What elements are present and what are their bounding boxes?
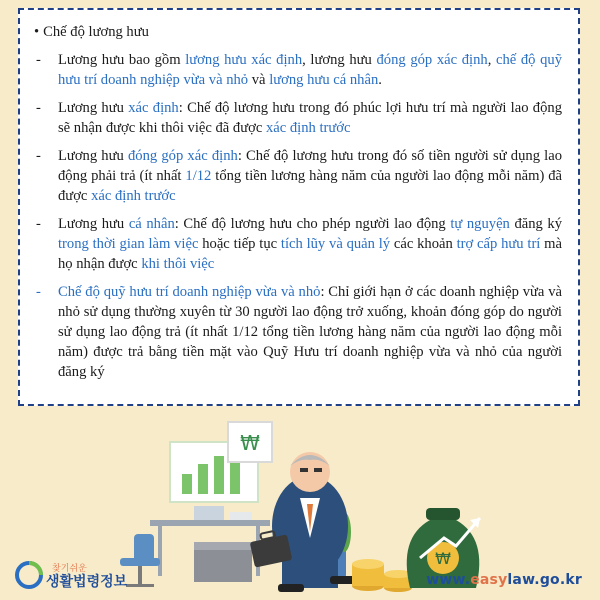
- list-item: [34, 98, 562, 138]
- body-text: : Chế độ lương hưu cho phép người lao động: [174, 216, 451, 232]
- storage-box-icon: [194, 542, 252, 582]
- highlight-text: trong thời gian làm việc: [58, 236, 199, 252]
- body-text: các khoản: [390, 236, 457, 252]
- highlight-text: 1/12: [185, 168, 212, 184]
- list-dash: -: [36, 148, 41, 164]
- highlight-text: đóng góp xác định: [128, 148, 238, 164]
- body-text: : Chế độ lương hưu trong đó phúc lợi hưu trí mà người lao động sẽ nhận được khi thôi việc đã được: [58, 100, 562, 136]
- highlight-text: đóng góp xác định: [376, 52, 488, 68]
- pension-list: [34, 50, 562, 382]
- highlight-text: tích lũy và quản lý: [280, 236, 391, 252]
- highlight-text: lương hưu xác định: [185, 52, 303, 68]
- logo-tagline: 찾기쉬운: [52, 564, 87, 574]
- highlight-text: khi thôi việc: [141, 256, 215, 272]
- body-text: Lương hưu: [58, 100, 129, 116]
- highlight-text: xác định: [128, 100, 179, 116]
- highlight-text: xác định trước: [265, 120, 351, 136]
- body-text: mà họ nhận được: [58, 236, 562, 272]
- body-text: Lương hưu bao gồm: [58, 52, 186, 68]
- body-text: ,: [487, 52, 496, 68]
- highlight-text: tự nguyện: [450, 216, 510, 232]
- body-text: : Chế độ lương hưu trong đó số tiền người sử dụng lao động phải trả (ít nhất: [58, 148, 562, 184]
- highlight-text: cá nhân: [128, 216, 175, 232]
- highlight-text: xác định trước: [91, 188, 176, 204]
- logo-emblem-icon: [14, 560, 44, 590]
- board-currency-text: ₩: [240, 431, 260, 455]
- section-heading: [34, 22, 562, 42]
- list-item: [34, 146, 562, 206]
- heading-text: Chế độ lương hưu: [43, 24, 149, 40]
- bag-currency-text: ₩: [435, 549, 451, 568]
- logo-title: 생활법령정보: [46, 574, 128, 590]
- body-text: Lương hưu: [58, 216, 129, 232]
- list-dash: -: [36, 100, 41, 116]
- coin-stack-icon: [352, 559, 412, 592]
- highlight-text: trợ cấp hưu trí: [456, 236, 541, 252]
- body-text: tổng tiền lương hàng năm của người lao động mỗi năm) đã được: [58, 168, 562, 204]
- body-text: , lương hưu: [302, 52, 377, 68]
- body-text: Lương hưu: [58, 148, 128, 164]
- list-item: [34, 50, 562, 90]
- body-text: đăng ký: [509, 216, 563, 232]
- list-item: [34, 282, 562, 382]
- highlight-text: chế độ quỹ hưu trí doanh nghiệp vừa và nhỏ: [58, 52, 563, 88]
- list-item: [34, 214, 562, 274]
- money-board-icon: [228, 422, 272, 462]
- body-text: và: [248, 72, 270, 88]
- list-dash: -: [36, 216, 41, 232]
- highlight-text: Chế độ quỹ hưu trí doanh nghiệp vừa và nhỏ: [58, 284, 321, 300]
- list-dash: -: [36, 284, 41, 300]
- body-text: hoặc tiếp tục: [198, 236, 281, 252]
- heading-bullet: •: [34, 24, 40, 40]
- highlight-text: lương hưu cá nhân: [269, 72, 379, 88]
- content-card: [18, 8, 580, 406]
- list-dash: -: [36, 52, 41, 68]
- site-url-link[interactable]: www.easylaw.go.kr: [426, 572, 582, 588]
- body-text: .: [378, 72, 382, 88]
- body-text: : Chỉ giới hạn ở các doanh nghiệp vừa và nhỏ sử dụng thường xuyên từ 30 người lao động trở xuống, khoản đóng góp do người sử dụng lao động trả (ít nhất 1/12 tổng tiền lương hàng năm của người lao động mỗi năm) được trả bằng tiền mặt vào Quỹ Hưu trí doanh nghiệp vừa và nhỏ của người đăng ký: [58, 284, 562, 380]
